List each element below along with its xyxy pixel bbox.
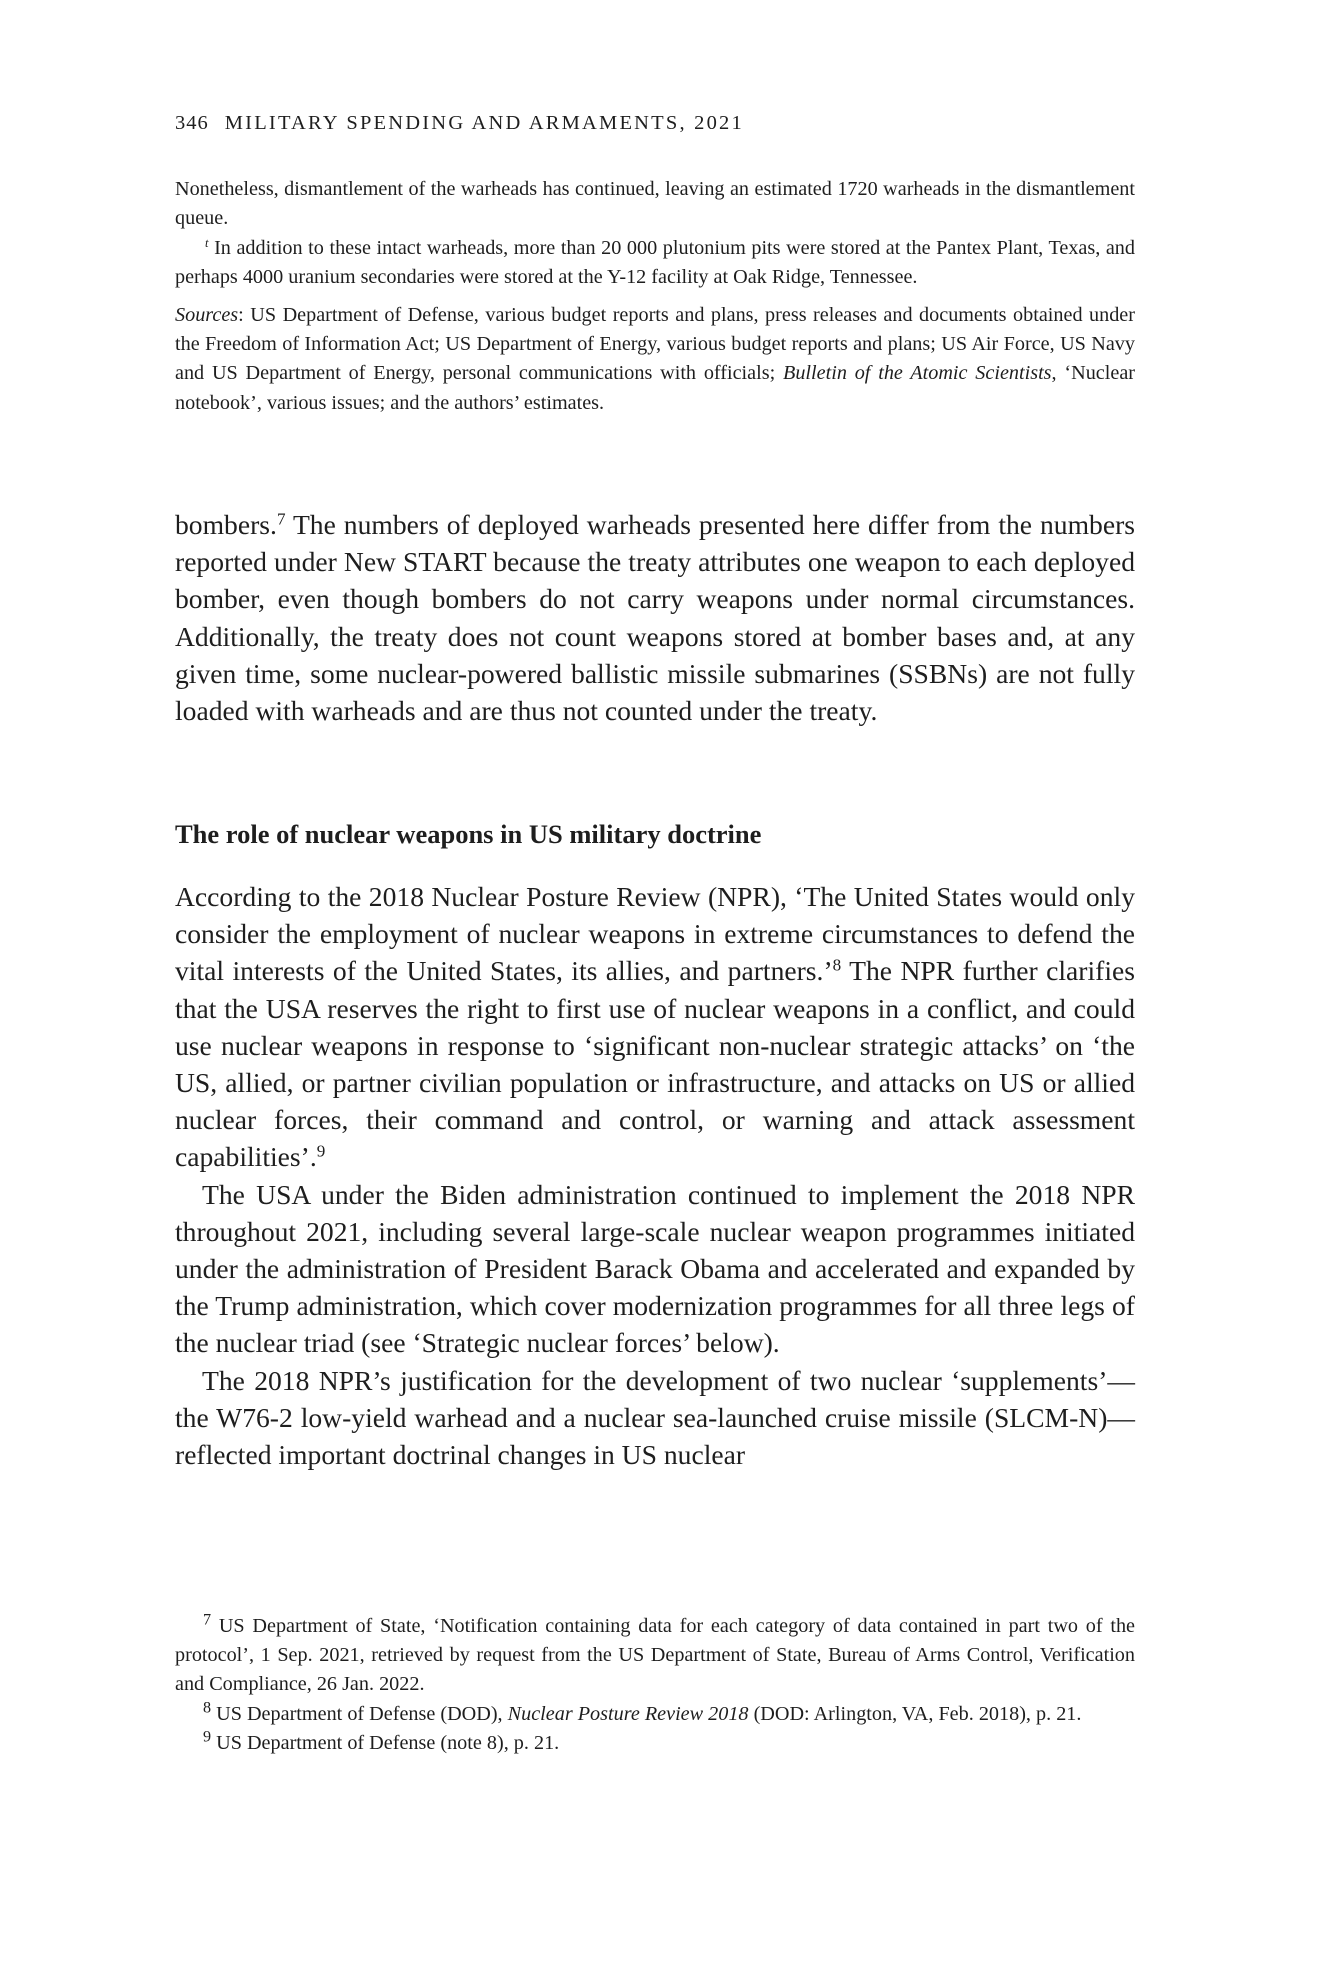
footnote-7-number: 7 <box>203 1611 212 1629</box>
table-note-t-text: In addition to these intact warheads, more than 20 000 plutonium pits were stored at the Pantex Plant, Texas, and perhaps 4000 uranium secondaries were stored at the Y-12 facility at Oak Ridge, Tennessee. <box>175 236 1135 289</box>
paragraph-text: The NPR further clarifies that the USA reserves the right to first use of nuclear weapons in a conflict, and could use nuclear weapons in response to ‘significant non-nuclear strategic attacks’ on ‘the US, allied, or partner civilian population or infrastructure, and attacks on US or allied nuclear forces, their command and control, or warning and attack assessment capabilities’. <box>175 955 1136 1173</box>
paragraph-npr <box>175 878 1135 1176</box>
paragraph-biden: The USA under the Biden administration continued to implement the 2018 NPR throughout 2021, including several large-scale nuclear weapon programmes initiated under the administration of President Barack Obama and accelerated and expanded by the Trump administration, which cover modernization programmes for all three legs of the nuclear triad (see ‘Strategic nuclear forces’ below). <box>175 1178 1135 1359</box>
table-notes <box>175 175 1135 418</box>
running-head <box>175 112 744 135</box>
footnotes <box>175 1612 1135 1758</box>
footnote-9 <box>175 1729 1135 1758</box>
body-section-1 <box>175 506 1135 729</box>
footnote-8-title: Nuclear Posture Review 2018 <box>507 1702 749 1725</box>
footnote-9-text: US Department of Defense (note 8), p. 21. <box>216 1731 560 1754</box>
footnote-ref-9: 9 <box>316 1142 326 1162</box>
sources-text-2: , ‘Nuclear notebook’, various issues; and the authors’ estimates. <box>175 362 1135 414</box>
sources-text-1: : US Department of Defense, various budget reports and plans, press releases and documents obtained under the Freedom of Information Act; US Department of Energy, various budget reports and plans; US Air Force, US Navy and US Department of Energy, personal communications with officials; <box>175 303 1135 385</box>
paragraph-supplements: The 2018 NPR’s justification for the development of two nuclear ‘supplements’—the W76-2 low-yield warhead and a nuclear sea-launched cruise missile (SLCM-N)—reflected important doctrinal changes in US nuclear <box>175 1364 1135 1471</box>
sources-journal-title: Bulletin of the Atomic Scientists <box>783 362 1052 385</box>
footnote-7 <box>175 1612 1135 1700</box>
table-note-continuation: Nonetheless, dismantlement of the warheads has continued, leaving an estimated 1720 warheads in the dismantlement queue. <box>175 178 1135 230</box>
footnote-9-number: 9 <box>203 1728 212 1746</box>
footnote-8-text-1: US Department of Defense (DOD), <box>216 1702 508 1725</box>
footnote-8-number: 8 <box>203 1699 212 1717</box>
page-number: 346 <box>175 112 209 134</box>
paragraph-text: According to the 2018 Nuclear Posture Review (NPR), ‘The United States would only consider the employment of nuclear weapons in extreme circumstances to defend the vital interests of the United States, its allies, and partners.’ <box>175 881 1135 987</box>
footnote-7-text: US Department of State, ‘Notification containing data for each category of data contained in part two of the protocol’, 1 Sep. 2021, retrieved by request from the US Department of State, Bureau of Arms Control, Verification and Compliance, 26 Jan. 2022. <box>175 1615 1135 1696</box>
sources-note <box>175 301 1135 419</box>
footnote-8 <box>175 1700 1135 1729</box>
paragraph-bombers <box>175 506 1135 729</box>
paragraph-text: bombers. <box>175 509 277 540</box>
body-section-2 <box>175 878 1135 1473</box>
paragraph-text: The numbers of deployed warheads presented here differ from the numbers reported under New START because the treaty attributes one weapon to each deployed bomber, even though bombers do not carry weapons under normal circumstances. Additionally, the treaty does not count weapons stored at bomber bases and, at any given time, some nuclear-powered ballistic missile submarines (SSBNs) are not fully loaded with warheads and are thus not counted under the treaty. <box>175 509 1135 727</box>
running-title: MILITARY SPENDING AND ARMAMENTS, 2021 <box>224 112 744 134</box>
table-note-t-marker: t <box>205 235 209 250</box>
section-heading: The role of nuclear weapons in US military doctrine <box>175 819 762 849</box>
table-note-t <box>175 234 1135 293</box>
footnote-8-text-2: (DOD: Arlington, VA, Feb. 2018), p. 21. <box>748 1702 1082 1725</box>
footnote-ref-8: 8 <box>832 956 842 975</box>
footnote-ref-7: 7 <box>276 509 286 529</box>
sources-label: Sources <box>175 303 239 326</box>
